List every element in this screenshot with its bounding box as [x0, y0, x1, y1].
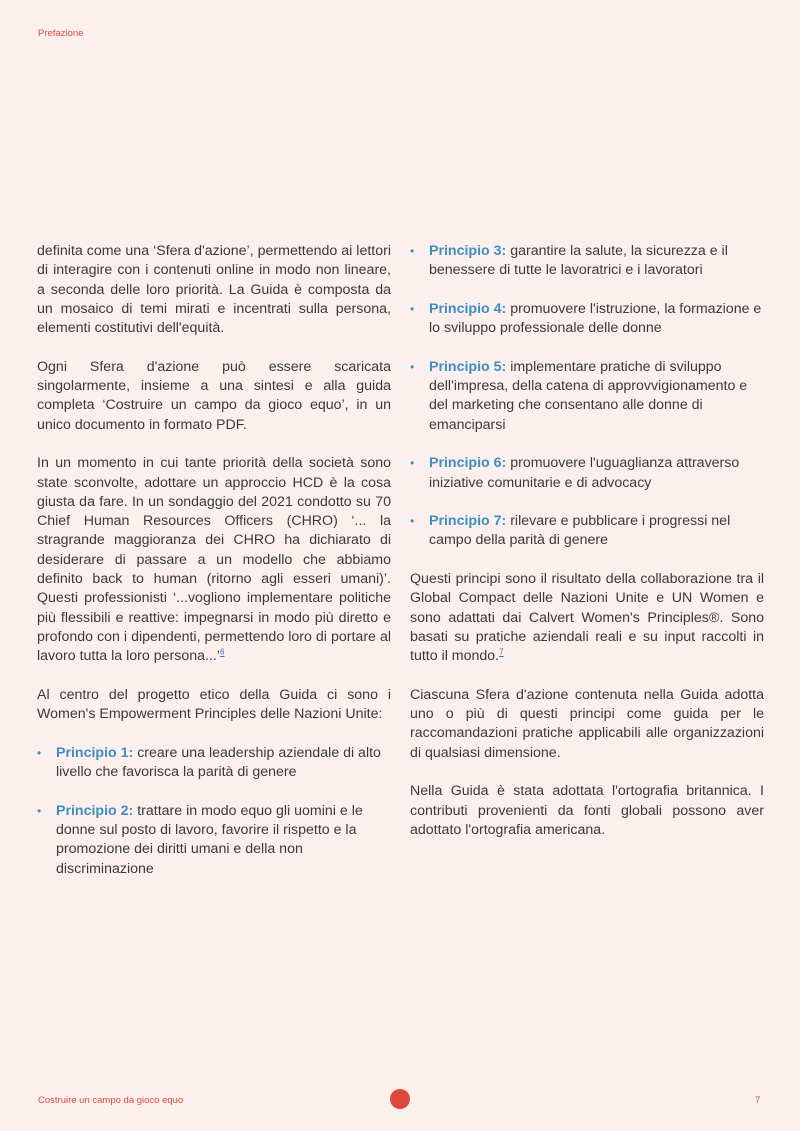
bullet-icon: •: [410, 456, 415, 471]
list-item: [410, 242, 764, 281]
left-column: [37, 242, 391, 898]
bullet-icon: •: [37, 745, 42, 760]
footnote-link[interactable]: 7: [499, 647, 504, 657]
principle-text: trattare in modo equo gli uomini e le donne sul posto di lavoro, favorire il rispetto e la promozione dei diritti umani e della non discriminazione: [56, 802, 363, 877]
bullet-icon: •: [410, 301, 415, 316]
bullet-icon: •: [410, 244, 415, 258]
paragraph-text: In un momento in cui tante priorità della società sono state sconvolte, adottare un approccio HCD è la cosa giusta da fare. In un sondaggio del 2021 condotto su 70 Chief Human Resources Officers (CHRO) ‘... la stragrande maggioranza dei CHRO ha dichiarato di desiderare di passare a un modello che abbiamo definito back to human (ritorno agli esseri umani)’. Questi professionisti ‘...vogliono implementare politiche più flessibili e reattive: impegnarsi in modo più diretto e profondo con i dipendenti, permettendo loro di portare al lavoro tutta la loro persona...’: [37, 455, 391, 665]
page-number: 7: [755, 1095, 761, 1106]
list-item: [37, 802, 391, 879]
principle-name: Principio 3:: [429, 243, 507, 259]
principle-text: creare una leadership aziendale di alto livello che favorisca la parità di genere: [56, 744, 381, 781]
principle-name: Principio 4:: [429, 300, 507, 317]
principle-text: promuovere l'istruzione, la formazione e lo sviluppo professionale delle donne: [429, 300, 762, 337]
footer-dot-icon: [390, 1089, 410, 1109]
principle-name: Principio 2:: [56, 802, 134, 819]
body-paragraph: Ogni Sfera d'azione può essere scaricata singolarmente, insieme a una sintesi e alla guida completa ‘Costruire un campo da gioco equo’, in un unico documento in formato PDF.: [37, 358, 391, 433]
body-paragraph: [410, 570, 764, 666]
principle-name: Principio 5:: [429, 358, 507, 375]
principle-name: Principio 6:: [429, 455, 507, 472]
right-column: [410, 242, 764, 860]
list-item: [410, 300, 764, 339]
principle-text: garantire la salute, la sicurezza e il benessere di tutte le lavoratrici e i lavoratori: [429, 243, 728, 279]
body-paragraph: Nella Guida è stata adottata l'ortografia britannica. I contributi provenienti da fonti globali possono aver adottato l'ortografia americana.: [410, 783, 764, 838]
principle-name: Principio 1:: [56, 744, 134, 761]
principle-name: Principio 7:: [429, 513, 507, 530]
paragraph-text: Questi principi sono il risultato della collaborazione tra il Global Compact delle Nazioni Unite e UN Women e sono adattati dai Calvert Women's Principles®. Sono basati su pratiche aziendali reali e su input raccolti in tutto il mondo.: [410, 571, 764, 665]
list-item: [410, 358, 764, 435]
list-item: [410, 512, 764, 551]
footer-title: Costruire un campo da gioco equo: [38, 1095, 184, 1106]
body-paragraph: [37, 454, 391, 666]
bullet-icon: •: [410, 359, 415, 374]
principle-text: rilevare e pubblicare i progressi nel campo della parità di genere: [429, 513, 731, 549]
bullet-icon: •: [37, 803, 42, 818]
footnote-link[interactable]: 6: [219, 647, 225, 657]
principles-list: [37, 744, 391, 879]
body-paragraph: Ciascuna Sfera d'azione contenuta nella Guida adotta uno o più di questi principi come guida per le raccomandazioni pratiche applicabili alle organizzazioni di qualsiasi dimensione.: [410, 686, 764, 761]
list-item: [37, 744, 391, 783]
principle-text: promuovere l'uguaglianza attraverso iniziative comunitarie e di advocacy: [429, 455, 740, 491]
bullet-icon: •: [410, 514, 415, 529]
section-label: Prefazione: [38, 28, 84, 39]
body-paragraph: definita come una ‘Sfera d'azione’, permettendo ai lettori di interagire con i contenuti online in modo non lineare, a seconda delle loro priorità. La Guida è composta da un mosaico di temi mirati e incentrati sulla persona, elementi costitutivi dell'equità.: [37, 243, 391, 337]
principles-list: [410, 242, 764, 551]
list-item: [410, 454, 764, 493]
principle-text: implementare pratiche di sviluppo dell'impresa, della catena di approvvigionamento e del marketing che consentano alle donne di emanciparsi: [429, 358, 748, 433]
body-paragraph: Al centro del progetto etico della Guida ci sono i Women's Empowerment Principles delle Nazioni Unite:: [37, 686, 391, 723]
